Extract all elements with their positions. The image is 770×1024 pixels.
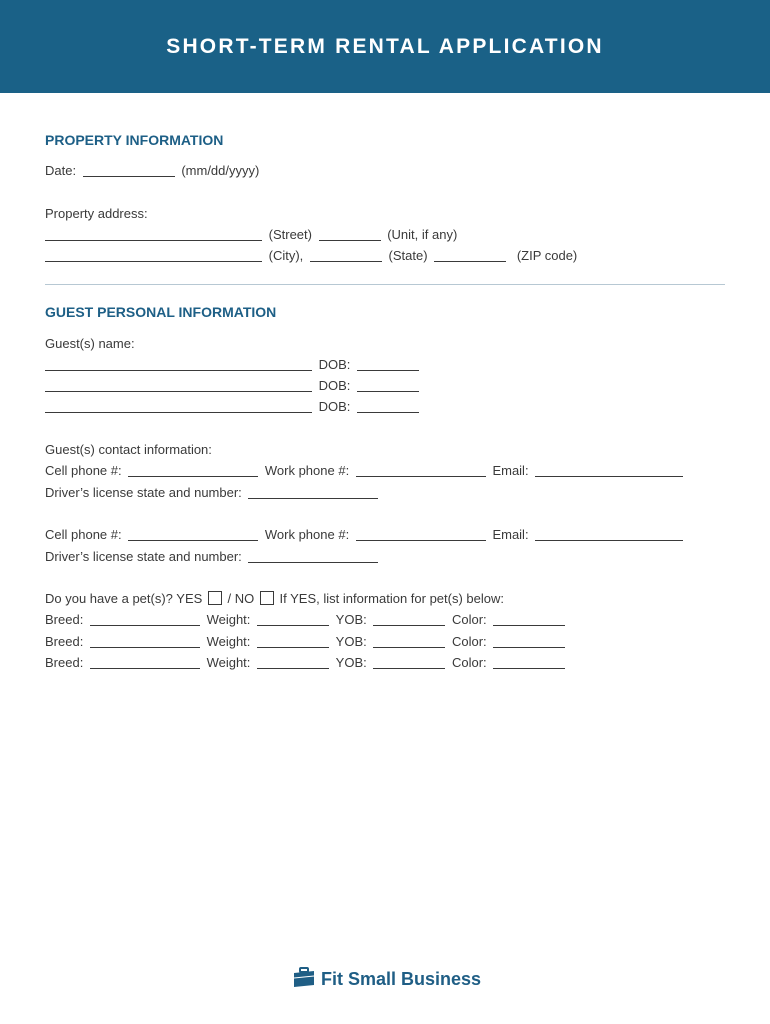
yob-field[interactable] — [373, 656, 445, 669]
license-label: Driver’s license state and number: — [45, 549, 242, 564]
email-field[interactable] — [535, 528, 683, 541]
guest-name-field[interactable] — [45, 358, 312, 371]
weight-field[interactable] — [257, 635, 329, 648]
color-label: Color: — [451, 655, 487, 670]
pets-question-label: Do you have a pet(s)? YES — [45, 591, 203, 606]
breed-label: Breed: — [45, 612, 84, 627]
breed-field[interactable] — [90, 656, 200, 669]
pet-row — [45, 612, 568, 628]
weight-label: Weight: — [206, 634, 251, 649]
guest-section-title: GUEST PERSONAL INFORMATION — [45, 304, 277, 320]
state-label: (State) — [388, 248, 428, 263]
date-row — [45, 163, 259, 179]
city-field[interactable] — [45, 249, 262, 262]
guest-name-row — [42, 357, 422, 373]
phone-row — [45, 463, 686, 479]
guest-name-row — [42, 378, 422, 394]
dob-field[interactable] — [357, 379, 419, 392]
page-header — [0, 0, 770, 93]
yob-label: YOB: — [335, 612, 367, 627]
guest-name-field[interactable] — [45, 400, 312, 413]
email-label: Email: — [492, 463, 529, 478]
date-label: Date: — [45, 163, 77, 178]
color-field[interactable] — [493, 635, 565, 648]
phone-row — [45, 527, 686, 543]
city-row — [42, 248, 577, 264]
property-section-title: PROPERTY INFORMATION — [45, 132, 224, 148]
unit-field[interactable] — [319, 228, 381, 241]
pets-no-label: / NO — [227, 591, 255, 606]
guest-name-row — [42, 399, 422, 415]
pet-row — [45, 655, 568, 671]
breed-field[interactable] — [90, 635, 200, 648]
breed-field[interactable] — [90, 613, 200, 626]
cell-phone-label: Cell phone #: — [45, 463, 122, 478]
cell-phone-label: Cell phone #: — [45, 527, 122, 542]
guest-name-field[interactable] — [45, 379, 312, 392]
unit-label: (Unit, if any) — [387, 227, 458, 242]
city-label: (City), — [268, 248, 304, 263]
dob-label: DOB: — [318, 399, 351, 414]
dob-label: DOB: — [318, 357, 351, 372]
license-row — [45, 485, 381, 501]
zip-label: (ZIP code) — [516, 248, 578, 263]
license-row — [45, 549, 381, 565]
dob-label: DOB: — [318, 378, 351, 393]
property-address-label: Property address: — [45, 206, 148, 221]
yob-label: YOB: — [335, 655, 367, 670]
page-title: SHORT-TERM RENTAL APPLICATION — [166, 34, 604, 58]
color-field[interactable] — [493, 656, 565, 669]
dob-field[interactable] — [357, 400, 419, 413]
weight-label: Weight: — [206, 655, 251, 670]
footer-logo — [293, 966, 481, 993]
breed-label: Breed: — [45, 655, 84, 670]
weight-label: Weight: — [206, 612, 251, 627]
date-format-hint: (mm/dd/yyyy) — [181, 163, 260, 178]
dob-field[interactable] — [357, 358, 419, 371]
street-row — [42, 227, 457, 243]
pets-question-row — [45, 591, 504, 607]
street-label: (Street) — [268, 227, 312, 242]
work-phone-field[interactable] — [356, 464, 486, 477]
yob-field[interactable] — [373, 613, 445, 626]
email-field[interactable] — [535, 464, 683, 477]
pets-instructions: If YES, list information for pet(s) below: — [279, 591, 504, 606]
brand-name: Fit Small Business — [321, 969, 482, 989]
work-phone-label: Work phone #: — [264, 527, 350, 542]
pet-row — [45, 634, 568, 650]
contact-info-label: Guest(s) contact information: — [45, 442, 212, 457]
date-field[interactable] — [83, 164, 175, 177]
cell-phone-field[interactable] — [128, 528, 258, 541]
briefcase-icon — [293, 966, 315, 993]
color-field[interactable] — [493, 613, 565, 626]
color-label: Color: — [451, 612, 487, 627]
breed-label: Breed: — [45, 634, 84, 649]
street-field[interactable] — [45, 228, 262, 241]
pets-yes-checkbox[interactable] — [208, 591, 222, 605]
guest-names-label: Guest(s) name: — [45, 336, 135, 351]
yob-label: YOB: — [335, 634, 367, 649]
license-label: Driver’s license state and number: — [45, 485, 242, 500]
section-divider — [45, 284, 725, 285]
color-label: Color: — [451, 634, 487, 649]
work-phone-field[interactable] — [356, 528, 486, 541]
email-label: Email: — [492, 527, 529, 542]
weight-field[interactable] — [257, 656, 329, 669]
weight-field[interactable] — [257, 613, 329, 626]
zip-field[interactable] — [434, 249, 506, 262]
license-field[interactable] — [248, 486, 378, 499]
work-phone-label: Work phone #: — [264, 463, 350, 478]
state-field[interactable] — [310, 249, 382, 262]
cell-phone-field[interactable] — [128, 464, 258, 477]
license-field[interactable] — [248, 550, 378, 563]
yob-field[interactable] — [373, 635, 445, 648]
pets-no-checkbox[interactable] — [260, 591, 274, 605]
